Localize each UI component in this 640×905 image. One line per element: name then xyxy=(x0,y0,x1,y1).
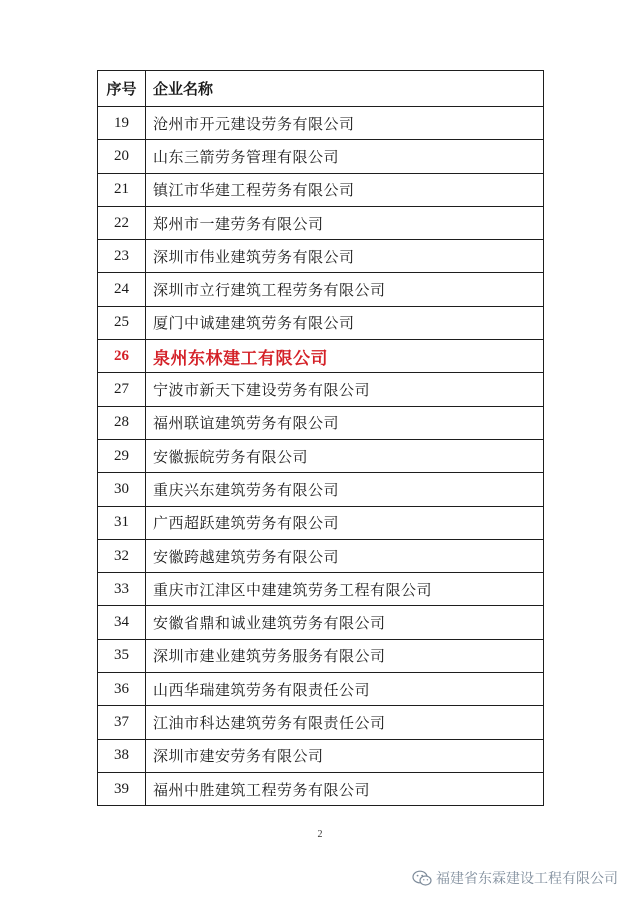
row-company-name: 深圳市建业建筑劳务服务有限公司 xyxy=(146,639,544,672)
row-company-name: 沧州市开元建设劳务有限公司 xyxy=(146,107,544,140)
row-seq: 19 xyxy=(98,107,146,140)
row-company-name: 重庆兴东建筑劳务有限公司 xyxy=(146,473,544,506)
row-seq: 33 xyxy=(98,573,146,606)
table-row xyxy=(98,473,544,506)
row-seq: 35 xyxy=(98,639,146,672)
row-company-name: 泉州东林建工有限公司 xyxy=(146,340,544,373)
row-seq: 30 xyxy=(98,473,146,506)
row-seq: 25 xyxy=(98,306,146,339)
row-seq: 36 xyxy=(98,673,146,706)
table-row xyxy=(98,340,544,373)
row-seq: 34 xyxy=(98,606,146,639)
table-row xyxy=(98,173,544,206)
row-seq: 39 xyxy=(98,772,146,805)
row-company-name: 福州联谊建筑劳务有限公司 xyxy=(146,406,544,439)
table-row xyxy=(98,739,544,772)
row-seq: 37 xyxy=(98,706,146,739)
row-company-name: 镇江市华建工程劳务有限公司 xyxy=(146,173,544,206)
row-seq: 28 xyxy=(98,406,146,439)
table-header-row xyxy=(98,71,544,107)
row-seq: 27 xyxy=(98,373,146,406)
row-company-name: 深圳市建安劳务有限公司 xyxy=(146,739,544,772)
watermark xyxy=(412,868,618,888)
row-seq: 29 xyxy=(98,439,146,472)
table-row xyxy=(98,240,544,273)
row-seq: 32 xyxy=(98,539,146,572)
table-row xyxy=(98,206,544,239)
row-company-name: 厦门中诚建建筑劳务有限公司 xyxy=(146,306,544,339)
row-company-name: 深圳市立行建筑工程劳务有限公司 xyxy=(146,273,544,306)
row-seq: 24 xyxy=(98,273,146,306)
row-company-name: 深圳市伟业建筑劳务有限公司 xyxy=(146,240,544,273)
table-row xyxy=(98,140,544,173)
row-seq: 20 xyxy=(98,140,146,173)
table-row xyxy=(98,606,544,639)
table-row xyxy=(98,373,544,406)
table-row xyxy=(98,273,544,306)
row-seq: 26 xyxy=(98,340,146,373)
row-seq: 21 xyxy=(98,173,146,206)
row-company-name: 江油市科达建筑劳务有限责任公司 xyxy=(146,706,544,739)
watermark-text: 福建省东霖建设工程有限公司 xyxy=(436,871,618,887)
header-seq: 序号 xyxy=(98,71,146,107)
row-company-name: 安徽跨越建筑劳务有限公司 xyxy=(146,539,544,572)
table-body xyxy=(98,107,544,806)
table-row xyxy=(98,639,544,672)
row-company-name: 福州中胜建筑工程劳务有限公司 xyxy=(146,772,544,805)
table-row xyxy=(98,706,544,739)
row-seq: 31 xyxy=(98,506,146,539)
row-company-name: 山东三箭劳务管理有限公司 xyxy=(146,140,544,173)
row-company-name: 广西超跃建筑劳务有限公司 xyxy=(146,506,544,539)
header-company-name: 企业名称 xyxy=(146,71,544,107)
row-seq: 22 xyxy=(98,206,146,239)
table-row xyxy=(98,506,544,539)
table-row xyxy=(98,673,544,706)
row-company-name: 山西华瑞建筑劳务有限责任公司 xyxy=(146,673,544,706)
company-table xyxy=(97,70,544,806)
page-number: 2 xyxy=(317,829,323,840)
table-row xyxy=(98,772,544,805)
wechat-icon xyxy=(412,870,432,887)
row-company-name: 安徽省鼎和诚业建筑劳务有限公司 xyxy=(146,606,544,639)
table-row xyxy=(98,406,544,439)
row-seq: 38 xyxy=(98,739,146,772)
row-seq: 23 xyxy=(98,240,146,273)
table-row xyxy=(98,539,544,572)
table-row xyxy=(98,439,544,472)
row-company-name: 重庆市江津区中建建筑劳务工程有限公司 xyxy=(146,573,544,606)
table-row xyxy=(98,306,544,339)
row-company-name: 郑州市一建劳务有限公司 xyxy=(146,206,544,239)
table-row xyxy=(98,107,544,140)
row-company-name: 宁波市新天下建设劳务有限公司 xyxy=(146,373,544,406)
row-company-name: 安徽振皖劳务有限公司 xyxy=(146,439,544,472)
table-row xyxy=(98,573,544,606)
